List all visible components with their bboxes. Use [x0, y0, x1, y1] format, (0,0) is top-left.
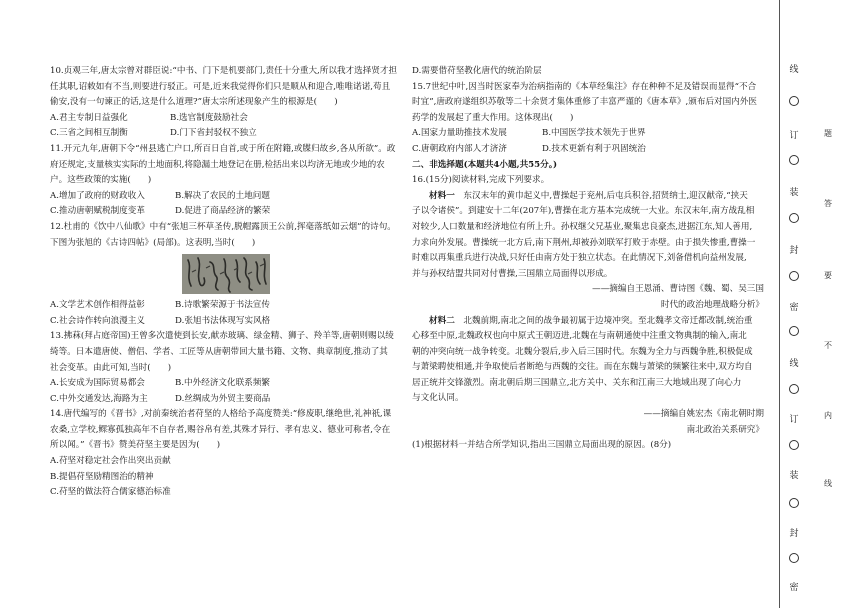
binding-label: 内	[824, 411, 832, 420]
q10-options-row-1	[50, 111, 402, 127]
material2-label: 材料二	[429, 315, 455, 326]
q11-option-b: B.解决了农民的土地问题	[175, 190, 270, 201]
q14-line-2: 农桑,立学校,鳏寡孤独高年不自存者,赐谷帛有差,其殊才异行、孝有忠义、德业可称者,令在	[50, 424, 391, 435]
binding-hole-icon	[789, 271, 799, 281]
q13-option-b: B.中外经济文化联系频繁	[175, 378, 270, 389]
binding-hole-icon	[789, 440, 799, 450]
material2-source-1: ——摘编自姚宏杰《南北朝时期	[643, 409, 764, 420]
binding-label: 题	[824, 129, 832, 138]
q11-option-a: A.增加了政府的财政收入	[50, 190, 145, 201]
binding-mark: 订	[789, 131, 799, 141]
q12-option-d: D.张旭书法体现写实风格	[175, 315, 271, 326]
material2-line-3: 朝的冲突向统一战争转变。北魏分裂后,步入后三国时代。东魏为全力与西魏争胜,积极促成	[412, 346, 753, 357]
q15-options-row-1	[412, 126, 764, 142]
q15-line-3: 药学的发展起了重大作用。这体现出( )	[412, 112, 574, 123]
q15-line-1: 15.7世纪中叶,因当时医家奉为治病指南的《本草经集注》存在种种不足及错误而显得“不合	[412, 81, 757, 92]
q13-line-3: 社会变革。由此可知,当时( )	[50, 362, 172, 373]
q13-options-row-2	[50, 392, 402, 408]
q11-line-1: 11.开元九年,唐朝下令“州县逃亡户口,所百日自首,或于所在附籍,或牒归故乡,各从所欲”。政	[50, 143, 396, 154]
material2-line-1	[412, 314, 764, 330]
material2-text-1: 北魏前期,南北之间的战争最初属于边境冲突。至北魏孝文帝迁都改制,统治重	[463, 315, 753, 326]
q11-option-c: C.推动唐朝赋税制度变革	[50, 206, 145, 217]
binding-mark: 装	[789, 188, 799, 198]
q11-option-d: D.促进了商品经济的繁荣	[175, 206, 271, 217]
binding-mark: 密	[789, 303, 799, 313]
q14-line-1: 14.唐代编写的《晋书》,对前秦统治者苻坚的人格给予高度赞美:“修废职,继绝世,礼神祇,课	[50, 409, 392, 420]
q15-option-b: B.中国医学技术领先于世界	[542, 128, 646, 139]
binding-mark: 封	[789, 529, 799, 539]
binding-mark: 线	[789, 65, 799, 75]
material1-line-6: 并与孙权结盟共同对付曹操,三国鼎立局面得以形成。	[412, 268, 613, 279]
q16-part-1: (1)根据材料一并结合所学知识,指出三国鼎立局面出现的原因。(8分)	[412, 440, 672, 451]
q12-option-b: B.诗歌繁荣源于书法宣传	[175, 300, 270, 311]
material1-line-4: 力求向外发展。曹操统一北方后,南下荆州,却被孙刘联军打败于赤壁。由于损失惨重,曹操一	[412, 237, 756, 248]
q12-option-a: A.文学艺术创作相得益彰	[50, 300, 145, 311]
material1-text-1: 东汉末年的黄巾起义中,曹操起于兖州,后屯兵积谷,招贤纳士,迎汉献帝,“挟天	[463, 190, 748, 201]
q15-line-2: 时宜”,唐政府遂组织苏敬等二十余贤才集体重修了丰富严谨的《唐本草》,颁布后对国内外医	[412, 97, 758, 108]
binding-mark: 线	[789, 359, 799, 369]
q14-option-c: C.苻坚的做法符合儒家德治标准	[50, 487, 171, 498]
binding-hole-icon	[789, 96, 799, 106]
q10-option-b: B.选官制度鼓励社会	[170, 112, 248, 123]
material1-source-1: ——摘编自王恩涌、曹诗图《魏、蜀、吴三国	[592, 284, 764, 295]
q14-line-3: 所以闻。”《晋书》赞美苻坚主要是因为( )	[50, 440, 221, 451]
q11-line-2: 府还规定,支量核实实际的土地面积,将隐漏土地登记在册,检括出来以均济无地或少地的农	[50, 159, 385, 170]
binding-label: 要	[824, 271, 832, 280]
binding-hole-icon	[789, 155, 799, 165]
material1-line-3: 对较少,人口数量和经济地位有所上升。孙权继父兄基业,聚集忠良豪杰,进据江东,知人善用,	[412, 221, 753, 232]
binding-mark: 订	[789, 415, 799, 425]
q15-option-d: D.技术更新有利于巩固统治	[542, 143, 646, 154]
left-column	[50, 64, 402, 501]
q12-options-row-2	[50, 314, 402, 330]
material2-line-4: 与萧梁聘使相通,并争取使后者断绝与西魏的交往。而在东魏与萧梁的频繁往来中,双方均自	[412, 362, 753, 373]
binding-marks	[786, 0, 802, 608]
q10-line-1: 10.贞观三年,唐太宗曾对群臣说:“中书、门下是机要部门,责任十分重大,所以我才选择贤才担	[50, 66, 398, 76]
q16-intro: 16.(15分)阅读材料,完成下列要求。	[412, 175, 550, 186]
material2-source-2: 南北政治关系研究》	[686, 424, 764, 435]
q13-options-row-1	[50, 376, 402, 392]
section-title: 二、非选择题(本题共4小题,共55分。)	[412, 159, 558, 170]
q13-option-a: A.长安成为国际贸易都会	[50, 378, 145, 389]
binding-label: 线	[824, 479, 832, 488]
q14-option-a: A.苻坚对稳定社会作出突出贡献	[50, 456, 171, 467]
q10-options-row-2	[50, 126, 402, 142]
binding-hole-icon	[789, 498, 799, 508]
binding-mark: 封	[789, 246, 799, 256]
material1-line-2: 子以令诸侯”。到建安十二年(207年),曹操在北方基本完成统一大业。东汉末年,南方战乱相	[412, 206, 755, 217]
material1-line-1	[412, 189, 764, 205]
q12-option-c: C.社会诗作转向浪漫主义	[50, 315, 145, 326]
q15-options-row-2	[412, 142, 764, 158]
q10-option-c: C.三省之间相互制衡	[50, 128, 128, 139]
material1-line-5: 时难以再集重兵进行决战,只好任由南方处于独立状态。在此情况下,刘备借机向益州发展,	[412, 253, 747, 264]
binding-hole-icon	[789, 384, 799, 394]
binding-mark: 密	[789, 583, 799, 593]
q13-line-2: 绮等。日本遣唐使、僧侣、学者、工匠等从唐朝带回大量书籍、文物、典章制度,推动了其	[50, 346, 388, 357]
binding-mark: 装	[789, 471, 799, 481]
q15-option-a: A.国家力量助推技术发展	[412, 128, 507, 139]
binding-label: 不	[824, 341, 832, 350]
q14-option-b: B.提倡苻坚励精图治的精神	[50, 471, 154, 482]
binding-hole-icon	[789, 326, 799, 336]
binding-hole-icon	[789, 213, 799, 223]
material2-line-2: 心移至中原,北魏政权也向中原式王朝迈进,北魏在与南朝通使中注重文物典制的输入,南北	[412, 331, 747, 342]
q13-option-c: C.中外交通发达,海路为主	[50, 393, 148, 404]
q11-options-row-2	[50, 204, 402, 220]
material1-source-2: 时代的政治地理战略分析》	[660, 299, 764, 310]
calligraphy-image	[182, 254, 270, 294]
binding-hole-icon	[789, 553, 799, 563]
material2-line-5: 居正统并交锋激烈。南北朝后期三国鼎立,北方关中、关东和江南三大地域出现了向心力	[412, 377, 742, 388]
right-column	[412, 64, 764, 454]
q15-option-c: C.唐朝政府内部人才济济	[412, 143, 507, 154]
material1-label: 材料一	[429, 190, 455, 201]
binding-line	[779, 0, 780, 608]
q10-option-a: A.君主专制日益强化	[50, 112, 128, 123]
q12-line-2: 下图为张旭的《古诗四帖》(局部)。这表明,当时( )	[50, 237, 256, 248]
q12-line-1: 12.杜甫的《饮中八仙歌》中有“张旭三杯草圣传,脱帽露顶王公前,挥毫落纸如云烟”的诗句。	[50, 221, 396, 232]
material2-line-6: 与文化认同。	[412, 393, 464, 404]
q12-options-row-1	[50, 298, 402, 314]
q10-line-2: 任其职,诏敕如有不当,则要进行驳正。可是,近来我觉得你们只是顺从和迎合,唯唯诺诺,苟且	[50, 81, 391, 92]
q11-line-3: 户。这些政策的实施( )	[50, 175, 152, 186]
q13-option-d: D.丝绸成为外贸主要商品	[175, 393, 271, 404]
q11-options-row-1	[50, 189, 402, 205]
q10-option-d: D.门下省封驳权不独立	[170, 128, 257, 139]
binding-label: 答	[824, 199, 832, 208]
q10-line-3: 偷安,没有一句谏正的话,这是什么道理?”唐太宗所述现象产生的根源是( )	[50, 97, 338, 108]
q14-option-d: D.需要借苻坚教化唐代的统治阶层	[412, 66, 542, 76]
q13-line-1: 13.拂菻(拜占庭帝国)王曾多次遣使到长安,献赤玻璃、绿金精、狮子、羚羊等,唐朝则赐以绫	[50, 331, 394, 342]
